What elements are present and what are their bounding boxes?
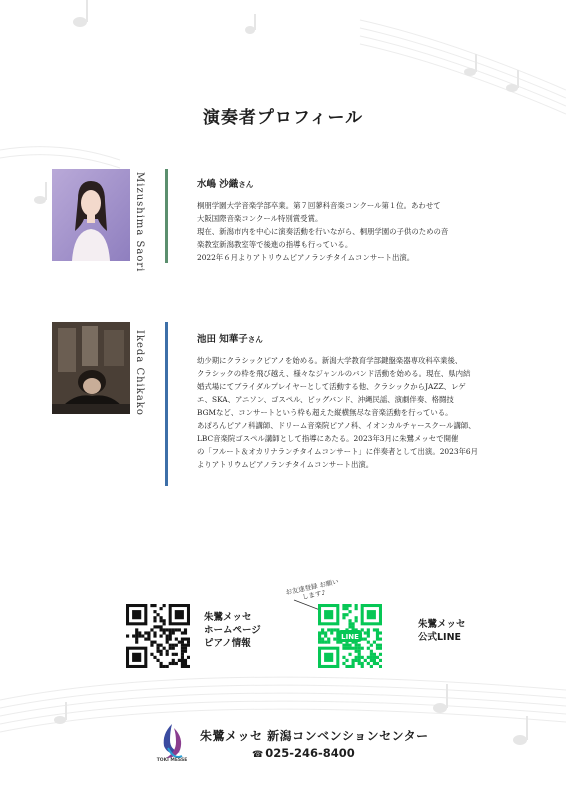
venue-name: 朱鷺メッセ 新潟コンベンションセンター [200, 729, 429, 743]
performer-honorific: さん [238, 180, 254, 189]
performer-name-text: 水嶋 沙織 [197, 179, 239, 190]
phone-icon: ☎ [252, 750, 264, 760]
bio-line: 現在、新潟市内を中心に演奏活動を行いながら、桐朋学園の子供のための音 [197, 227, 449, 236]
performer-bio [197, 176, 515, 264]
accent-bar [165, 169, 168, 263]
toki-messe-logo [158, 722, 186, 762]
performer-photo [52, 322, 130, 414]
bio-line: 幼少期にクラシックピアノを始める。新潟大学教育学部鍵盤楽器専攻科卒業後、 [197, 356, 463, 365]
bio-line: 大阪国際音楽コンクール特別賞受賞。 [197, 214, 323, 223]
bio-line: クラシックの枠を飛び越え、様々なジャンルのバンド活動を始める。現在、県内結 [197, 369, 471, 378]
performer-honorific: さん [247, 335, 263, 344]
bio-line: あぽろんピアノ科講師、ドリーム音楽院ピアノ科、イオンカルチャースクール講師、 [197, 421, 476, 430]
page-title: 演奏者プロフィール [202, 108, 364, 128]
bio-line: の「フルート＆オカリナランチタイムコンサート」に伴奏者として出演。2023年6月 [197, 447, 479, 456]
performer-name [197, 331, 515, 345]
bio-line: 楽教室新潟教室等で後進の指導も行っている。 [197, 240, 353, 249]
qr-code-icon[interactable] [126, 604, 190, 668]
line-friend-stamp: お友達登録 お願いします♪ [284, 577, 340, 602]
performer-romaji-name: Mizushima Saori [134, 172, 145, 273]
line-qr-code-icon[interactable] [318, 604, 382, 668]
phone-number: 025-246-8400 [265, 746, 355, 760]
line-qr-label: 朱鷺メッセ 公式LINE [418, 619, 466, 643]
bio-line: エ、SKA、アニソン、ゴスペル、ビッグバンド、沖縄民謡、演劇伴奏、格闘技 [197, 395, 454, 404]
venue-phone [252, 746, 355, 760]
bio-line: BGMなど、コンサートという枠も超えた縦横無尽な音楽活動を行っている。 [197, 408, 453, 417]
accent-bar [165, 322, 168, 486]
performer-romaji-name: Ikeda Chikako [134, 330, 145, 416]
logo-text: TOKI MESSE [156, 758, 188, 763]
bio-line: よりアトリウムピアノランチタイムコンサート出演。 [197, 460, 374, 469]
performer-bio [197, 331, 515, 471]
bio-line: 桐朋学園大学音楽学部卒業。第７回蓼科音楽コンクール第１位。あわせて [197, 201, 441, 210]
bio-line: 婚式場にてブライダルプレイヤーとして活動する他、クラシックからJAZZ、レゲ [197, 382, 466, 391]
homepage-qr-label: 朱鷺メッセ ホームページ ピアノ情報 [204, 612, 261, 649]
performer-name [197, 176, 515, 190]
performer-photo [52, 169, 130, 261]
performer-name-text: 池田 知華子 [197, 334, 248, 345]
bio-line: LBC音楽院ゴスペル講師として指導にあたる。2023年3月に朱鷺メッセで開催 [197, 434, 459, 443]
bio-line: 2022年６月よりアトリウムピアノランチタイムコンサート出演。 [197, 253, 415, 262]
line-logo-text: LINE [341, 633, 359, 641]
